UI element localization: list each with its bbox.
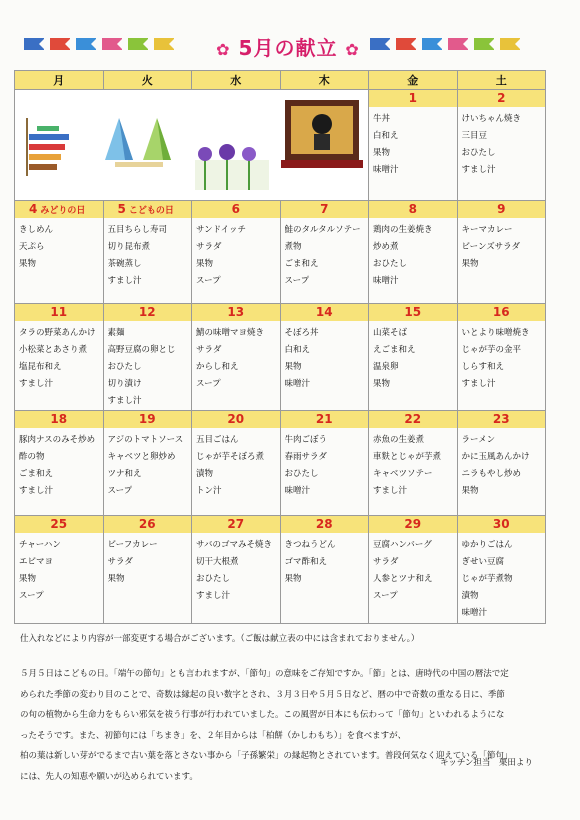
menu-item: じゃが芋そぼろ煮 <box>196 452 265 462</box>
menu-item: 切干大根煮 <box>196 557 239 567</box>
iris-icon <box>195 144 269 190</box>
menu-item: いとより味噌焼き <box>461 328 530 338</box>
weekday-label: 火 <box>103 71 192 90</box>
week-row <box>15 90 546 201</box>
koinobori-icon <box>422 38 442 50</box>
menu-item: 牛肉ごぼう <box>284 435 328 445</box>
day-cell <box>457 304 546 411</box>
menu-item: すまし汁 <box>461 379 496 389</box>
essay-line: には、先人の知恵や願いが込められています。 <box>20 771 198 782</box>
day-number-text: 5 <box>117 202 126 216</box>
menu-item: えごま和え <box>373 345 416 355</box>
menu-item: サラダ <box>196 345 222 355</box>
day-number: 2 <box>458 90 546 107</box>
koinobori-row-left <box>24 38 174 50</box>
week-row <box>15 516 546 624</box>
weekday-label: 金 <box>369 71 458 90</box>
menu-item: おひたし <box>461 148 496 158</box>
menu-item: 漬物 <box>196 469 214 479</box>
menu-item: サラダ <box>373 557 399 567</box>
day-number: 11 <box>15 304 103 321</box>
koinobori-icon <box>474 38 494 50</box>
day-cell <box>280 516 369 624</box>
flower-icon: ✿ <box>216 40 231 59</box>
menu-item: ビーフカレー <box>107 540 158 550</box>
menu-item: しらす和え <box>461 362 505 372</box>
menu-item: 温泉卵 <box>373 362 399 372</box>
menu-item: ごま和え <box>19 469 54 479</box>
menu-item: スープ <box>284 276 310 286</box>
day-cell <box>457 516 546 624</box>
menu-item: スープ <box>373 591 398 601</box>
menu-item: すまし汁 <box>19 486 54 496</box>
menu-calendar <box>14 70 546 624</box>
decoration-image <box>15 90 369 201</box>
menu-item: ごま和え <box>284 259 319 269</box>
menu-item: タラの野菜あんかけ <box>19 328 96 338</box>
day-cell <box>192 304 281 411</box>
menu-item: すまし汁 <box>107 276 142 286</box>
menu-item: おひたし <box>196 574 231 584</box>
koinobori-icon <box>396 38 416 50</box>
day-cell <box>280 201 369 304</box>
menu-item: キャベツソテー <box>373 469 433 479</box>
weekday-label: 月 <box>15 71 104 90</box>
menu-item: 味噌汁 <box>284 486 311 496</box>
day-number: 30 <box>458 516 546 533</box>
koinobori-icon <box>448 38 468 50</box>
menu-item: 果物 <box>107 574 125 584</box>
menu-item: 小松菜とあさり煮 <box>19 345 88 355</box>
menu-item: 果物 <box>284 362 302 372</box>
menu-item: 人参とツナ和え <box>373 574 433 584</box>
day-number: 20 <box>192 411 280 428</box>
menu-item: サラダ <box>196 242 222 252</box>
day-number: 25 <box>15 516 103 533</box>
day-number: 29 <box>369 516 457 533</box>
menu-item: ツナ和え <box>107 469 142 479</box>
menu-item: じゃが芋煮物 <box>461 574 513 584</box>
essay-line: の旬の植物から生命力をもらい邪気を祓う行事が行われていました。この風習が日本にも伝わって「節句」といわれるようにな <box>20 710 505 720</box>
day-number: 13 <box>192 304 280 321</box>
menu-item: 切り漬け <box>107 379 142 389</box>
decoration-svg <box>15 90 369 196</box>
day-cell <box>103 516 192 624</box>
day-cell <box>457 201 546 304</box>
menu-item: かに玉風あんかけ <box>461 452 530 462</box>
day-number <box>104 201 192 218</box>
menu-item: スープ <box>196 379 221 389</box>
menu-item: 素麺 <box>107 328 125 338</box>
menu-item: すまし汁 <box>373 486 408 496</box>
koinobori-icon <box>24 38 44 50</box>
menu-item: キーマカレー <box>461 225 513 235</box>
menu-item: 豆腐ハンバーグ <box>373 540 432 550</box>
menu-item: 果物 <box>284 574 302 584</box>
menu-item: 酢の物 <box>19 452 45 462</box>
menu-item: 三目豆 <box>461 131 488 141</box>
menu-item: 塩昆布和え <box>19 362 62 372</box>
day-number: 12 <box>104 304 192 321</box>
day-cell <box>457 411 546 516</box>
koinobori-icon <box>50 38 70 50</box>
menu-item: 味噌汁 <box>461 608 488 618</box>
menu-item: 切り昆布煮 <box>107 242 151 252</box>
menu-item: 果物 <box>19 259 37 269</box>
day-number-text: 4 <box>29 202 38 216</box>
week-row <box>15 201 546 304</box>
menu-item: 五目ごはん <box>196 435 239 445</box>
menu-item: ビーンズサラダ <box>461 242 520 252</box>
menu-item: 赤魚の生姜煮 <box>373 435 425 445</box>
day-number: 26 <box>104 516 192 533</box>
day-cell <box>192 411 281 516</box>
day-number: 23 <box>458 411 546 428</box>
menu-item: すまし汁 <box>461 165 496 175</box>
menu-item: 果物 <box>461 486 479 496</box>
essay-line: ５月５日はこどもの日。「端午の節句」とも言われますが、「節句」の意味をご存知ですか。「節」とは、唐時代の中国の暦法で定 <box>20 669 509 679</box>
koinobori-icon <box>76 38 96 50</box>
essay-paragraph <box>20 664 560 787</box>
weekday-label: 水 <box>192 71 281 90</box>
menu-item: キャベツと卵炒め <box>107 452 176 462</box>
day-cell <box>15 201 104 304</box>
day-cell <box>280 304 369 411</box>
menu-item: 果物 <box>373 379 391 389</box>
menu-item: 果物 <box>373 148 391 158</box>
koinobori-row-right <box>370 38 520 50</box>
koinobori-icon <box>128 38 148 50</box>
day-number: 19 <box>104 411 192 428</box>
week-row <box>15 411 546 516</box>
day-cell <box>15 516 104 624</box>
day-cell <box>103 201 192 304</box>
menu-item: サンドイッチ <box>196 225 246 235</box>
page-title-text: 5月の献立 <box>238 36 338 60</box>
day-number: 27 <box>192 516 280 533</box>
menu-item: ゴマ酢和え <box>284 557 328 567</box>
menu-item: サバのゴマみそ焼き <box>196 540 272 550</box>
koinobori-icon <box>102 38 122 50</box>
samurai-doll-icon <box>281 100 363 168</box>
menu-item: 五目ちらし寿司 <box>107 225 168 235</box>
day-cell <box>15 304 104 411</box>
menu-item: ラーメン <box>461 435 496 445</box>
koinobori-icon <box>370 38 390 50</box>
day-number: 1 <box>369 90 457 107</box>
koinobori-icon <box>27 118 69 176</box>
koinobori-icon <box>154 38 174 50</box>
menu-item: 鯖の味噌マヨ焼き <box>196 328 265 338</box>
menu-item: ニラもやし炒め <box>461 469 522 479</box>
day-cell <box>280 411 369 516</box>
menu-item: 豚肉ナスのみそ炒め <box>19 435 96 445</box>
flower-icon: ✿ <box>345 40 360 59</box>
menu-item: すまし汁 <box>107 396 142 406</box>
menu-item: スープ <box>107 486 133 496</box>
day-number: 21 <box>281 411 369 428</box>
day-cell <box>192 201 281 304</box>
menu-item: じゃが芋の金平 <box>461 345 522 355</box>
kabuto-icon <box>105 118 171 167</box>
day-number: 15 <box>369 304 457 321</box>
menu-item: おひたし <box>284 469 319 479</box>
menu-item: 白和え <box>284 345 311 355</box>
day-cell <box>103 304 192 411</box>
menu-item: 車麩とじゃが芋煮 <box>373 452 442 462</box>
menu-item: ゆかりごはん <box>461 540 513 550</box>
menu-item: チャーハン <box>19 540 61 550</box>
menu-item: 高野豆腐の卵とじ <box>107 345 176 355</box>
weekday-label: 土 <box>457 71 546 90</box>
day-cell <box>192 516 281 624</box>
signature: キッチン担当 栗田より <box>440 758 533 768</box>
menu-item: 味噌汁 <box>373 276 399 286</box>
menu-item: スープ <box>196 276 221 286</box>
page-header <box>0 28 580 60</box>
menu-item: 味噌汁 <box>284 379 311 389</box>
menu-item: 煮物 <box>284 242 302 252</box>
day-number: 9 <box>458 201 546 218</box>
menu-item: エビマヨ <box>19 557 54 567</box>
menu-item: きつねうどん <box>284 540 336 550</box>
menu-item: おひたし <box>107 362 142 372</box>
menu-item: アジのトマトソース <box>107 435 184 445</box>
essay-line: められた季節の変わり目のことで、奇数は縁起の良い数字とされ、３月３日や５月５日など、暦の中で奇数の重なる日に、季節 <box>20 689 505 700</box>
menu-item: スープ <box>19 591 44 601</box>
day-cell <box>369 201 458 304</box>
menu-item: 山菜そば <box>373 328 408 338</box>
essay-line: 柏の葉は新しい芽がでるまで古い葉を落とさない事から「子孫繁栄」の縁起物とされています。普段何気なく迎えている「節句」 <box>20 751 513 761</box>
menu-item: 茶碗蒸し <box>107 259 142 269</box>
day-number: 14 <box>281 304 369 321</box>
menu-item: すまし汁 <box>196 591 231 601</box>
day-cell <box>369 304 458 411</box>
menu-item: そぼろ丼 <box>284 328 319 338</box>
menu-item: からし和え <box>196 362 239 372</box>
day-number: 22 <box>369 411 457 428</box>
menu-item: おひたし <box>373 259 408 269</box>
day-cell <box>369 90 458 201</box>
menu-item: 果物 <box>461 259 479 269</box>
menu-item: けいちゃん焼き <box>461 114 522 124</box>
menu-item: トン汁 <box>196 486 222 496</box>
menu-item: 牛丼 <box>373 114 391 124</box>
day-cell <box>103 411 192 516</box>
holiday-label: こどもの日 <box>128 206 174 216</box>
menu-item: ぎせい豆腐 <box>461 557 505 567</box>
day-cell <box>369 516 458 624</box>
week-row <box>15 304 546 411</box>
menu-item: 果物 <box>196 259 214 269</box>
day-cell <box>369 411 458 516</box>
menu-item: 炒め煮 <box>373 242 399 252</box>
menu-item: きしめん <box>19 225 54 235</box>
weekday-header <box>15 71 546 90</box>
menu-item: 味噌汁 <box>373 165 399 175</box>
koinobori-icon <box>500 38 520 50</box>
menu-item: 果物 <box>19 574 37 584</box>
day-number: 7 <box>281 201 369 218</box>
day-number: 18 <box>15 411 103 428</box>
day-cell <box>15 411 104 516</box>
menu-item: 天ぷら <box>19 242 45 252</box>
day-number: 16 <box>458 304 546 321</box>
change-notice: 仕入れなどにより内容が一部変更する場合がございます。（ご飯は献立表の中には含まれておりません。） <box>20 634 420 644</box>
menu-item: 鮭のタルタルソテー <box>284 225 361 235</box>
day-cell <box>457 90 546 201</box>
menu-item: すまし汁 <box>19 379 54 389</box>
page-title <box>198 32 378 61</box>
day-number: 8 <box>369 201 457 218</box>
menu-item: 白和え <box>373 131 399 141</box>
weekday-label: 木 <box>280 71 369 90</box>
menu-item: 鶏肉の生姜焼き <box>373 225 433 235</box>
day-number: 6 <box>192 201 280 218</box>
essay-line: ったそうです。また、初節句には「ちまき」を、２年目からは「柏餅（かしわもち）」を食べますが、 <box>20 730 407 741</box>
holiday-label: みどりの日 <box>40 206 86 216</box>
menu-item: サラダ <box>107 557 133 567</box>
day-number: 28 <box>281 516 369 533</box>
menu-item: 春雨サラダ <box>284 452 327 462</box>
day-number <box>15 201 103 218</box>
menu-item: 漬物 <box>461 591 479 601</box>
